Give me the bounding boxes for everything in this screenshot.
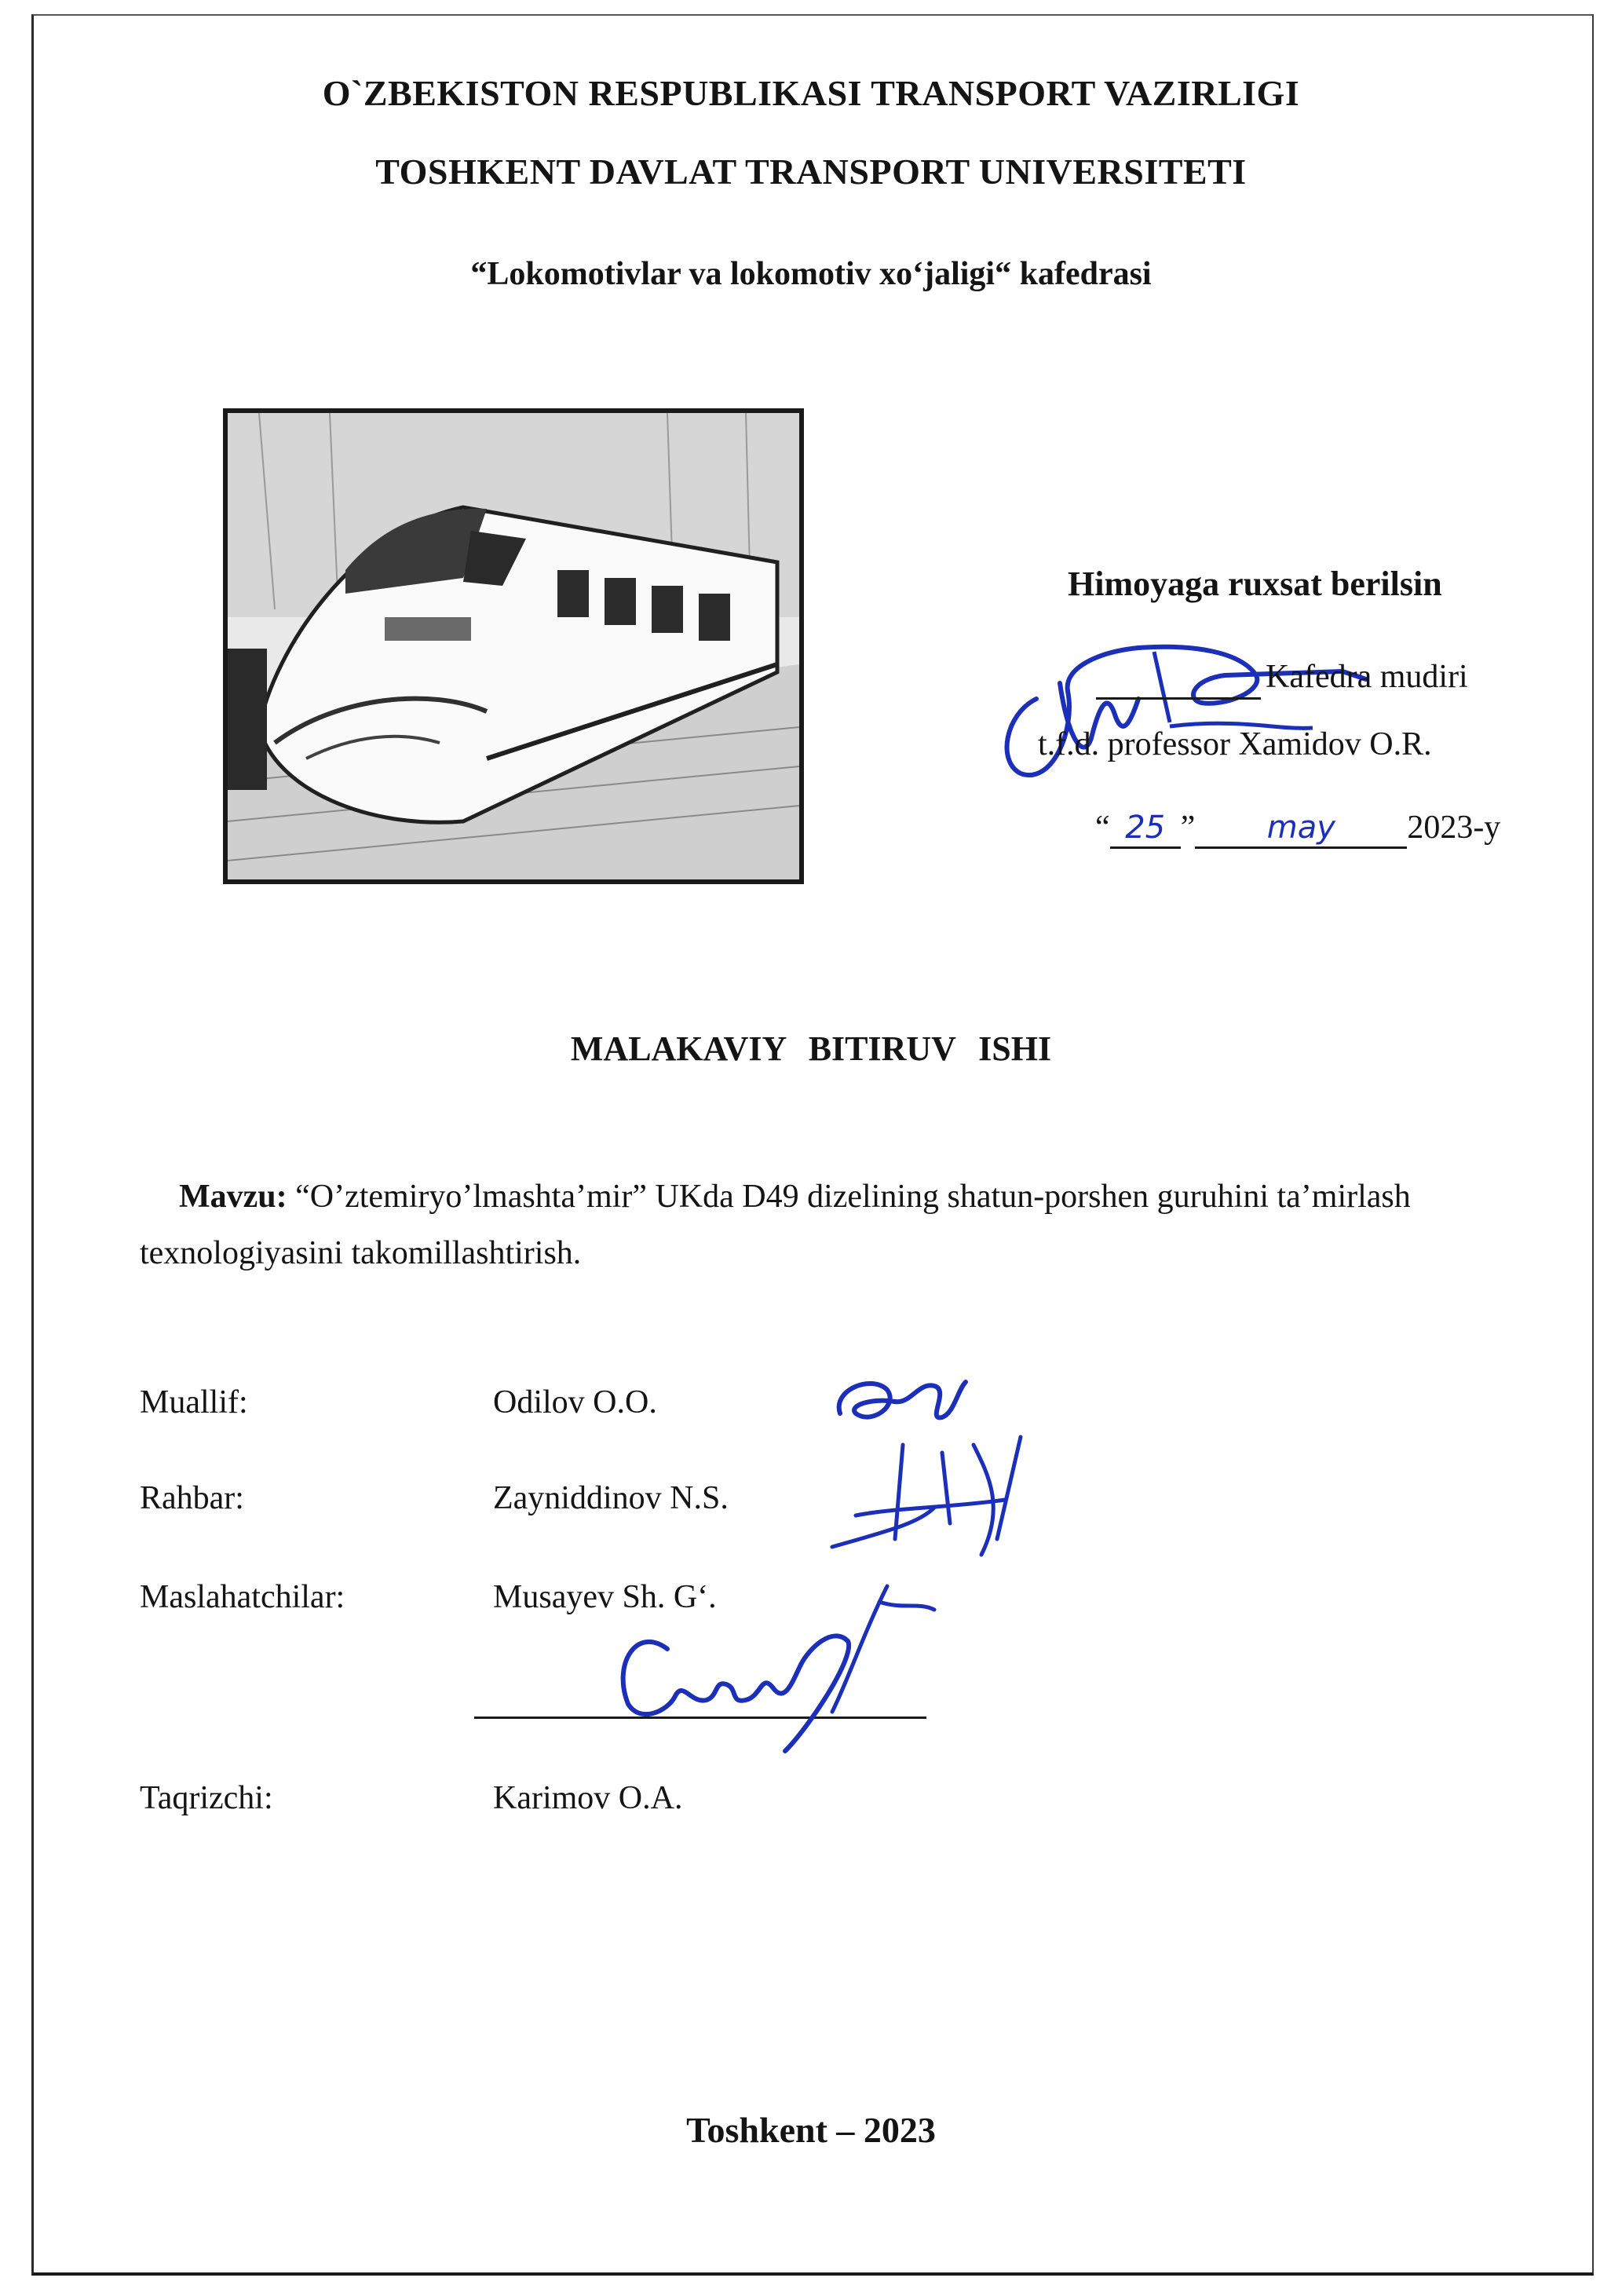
- consultant-signature: [550, 1555, 1021, 1759]
- role-supervisor-name: Zayniddinov N.S.: [493, 1480, 729, 1516]
- date-mid-quote: ”: [1180, 810, 1196, 846]
- approval-position: Kafedra mudiri: [1266, 659, 1468, 695]
- topic-label: Mavzu:: [179, 1179, 287, 1215]
- date-open-quote: “: [1095, 810, 1110, 846]
- date-year: 2023-y: [1407, 810, 1501, 846]
- role-reviewer-name: Karimov O.A.: [493, 1780, 683, 1816]
- work-type-title: MALAKAVIY BITIRUV ISHI: [570, 1029, 1052, 1068]
- head-signature-line: [1096, 658, 1261, 700]
- approval-date: [1095, 809, 1500, 849]
- role-supervisor-label: Rahbar:: [140, 1480, 244, 1516]
- topic-text: “O’ztemiryo’lmashta’mir” UKda D49 dizelining shatun-porshen guruhini ta’mirlash texnologiyasini takomillashtirish.: [140, 1179, 1411, 1271]
- role-consultants-label: Maslahatchilar:: [140, 1579, 345, 1615]
- role-reviewer-label: Taqrizchi:: [140, 1780, 273, 1816]
- role-author-name: Odilov O.O.: [493, 1384, 657, 1420]
- ministry-heading: O`ZBEKISTON RESPUBLIKASI TRANSPORT VAZIRLIGI: [322, 73, 1300, 113]
- footer-city-year: Toshkent – 2023: [686, 2110, 936, 2150]
- supervisor-signature: [824, 1429, 1044, 1570]
- university-heading: TOSHKENT DAVLAT TRANSPORT UNIVERSITETI: [375, 152, 1247, 192]
- role-consultants-name: Musayev Sh. G‘.: [493, 1579, 717, 1615]
- page-border: [31, 14, 1594, 2276]
- approval-person: t.f.d. professor Xamidov O.R.: [1038, 726, 1432, 762]
- date-month-field: [1195, 809, 1407, 849]
- train-illustration: [228, 413, 799, 879]
- train-photo: [223, 408, 804, 884]
- date-day-field: [1110, 809, 1181, 849]
- date-day: 25: [1125, 810, 1166, 846]
- date-month: may: [1266, 810, 1335, 846]
- topic-paragraph: [140, 1168, 1490, 1281]
- role-author-label: Muallif:: [140, 1384, 248, 1420]
- department-heading: “Lokomotivlar va lokomotiv xo‘jaligi“ kafedrasi: [470, 256, 1152, 292]
- approval-title: Himoyaga ruxsat berilsin: [1068, 565, 1442, 603]
